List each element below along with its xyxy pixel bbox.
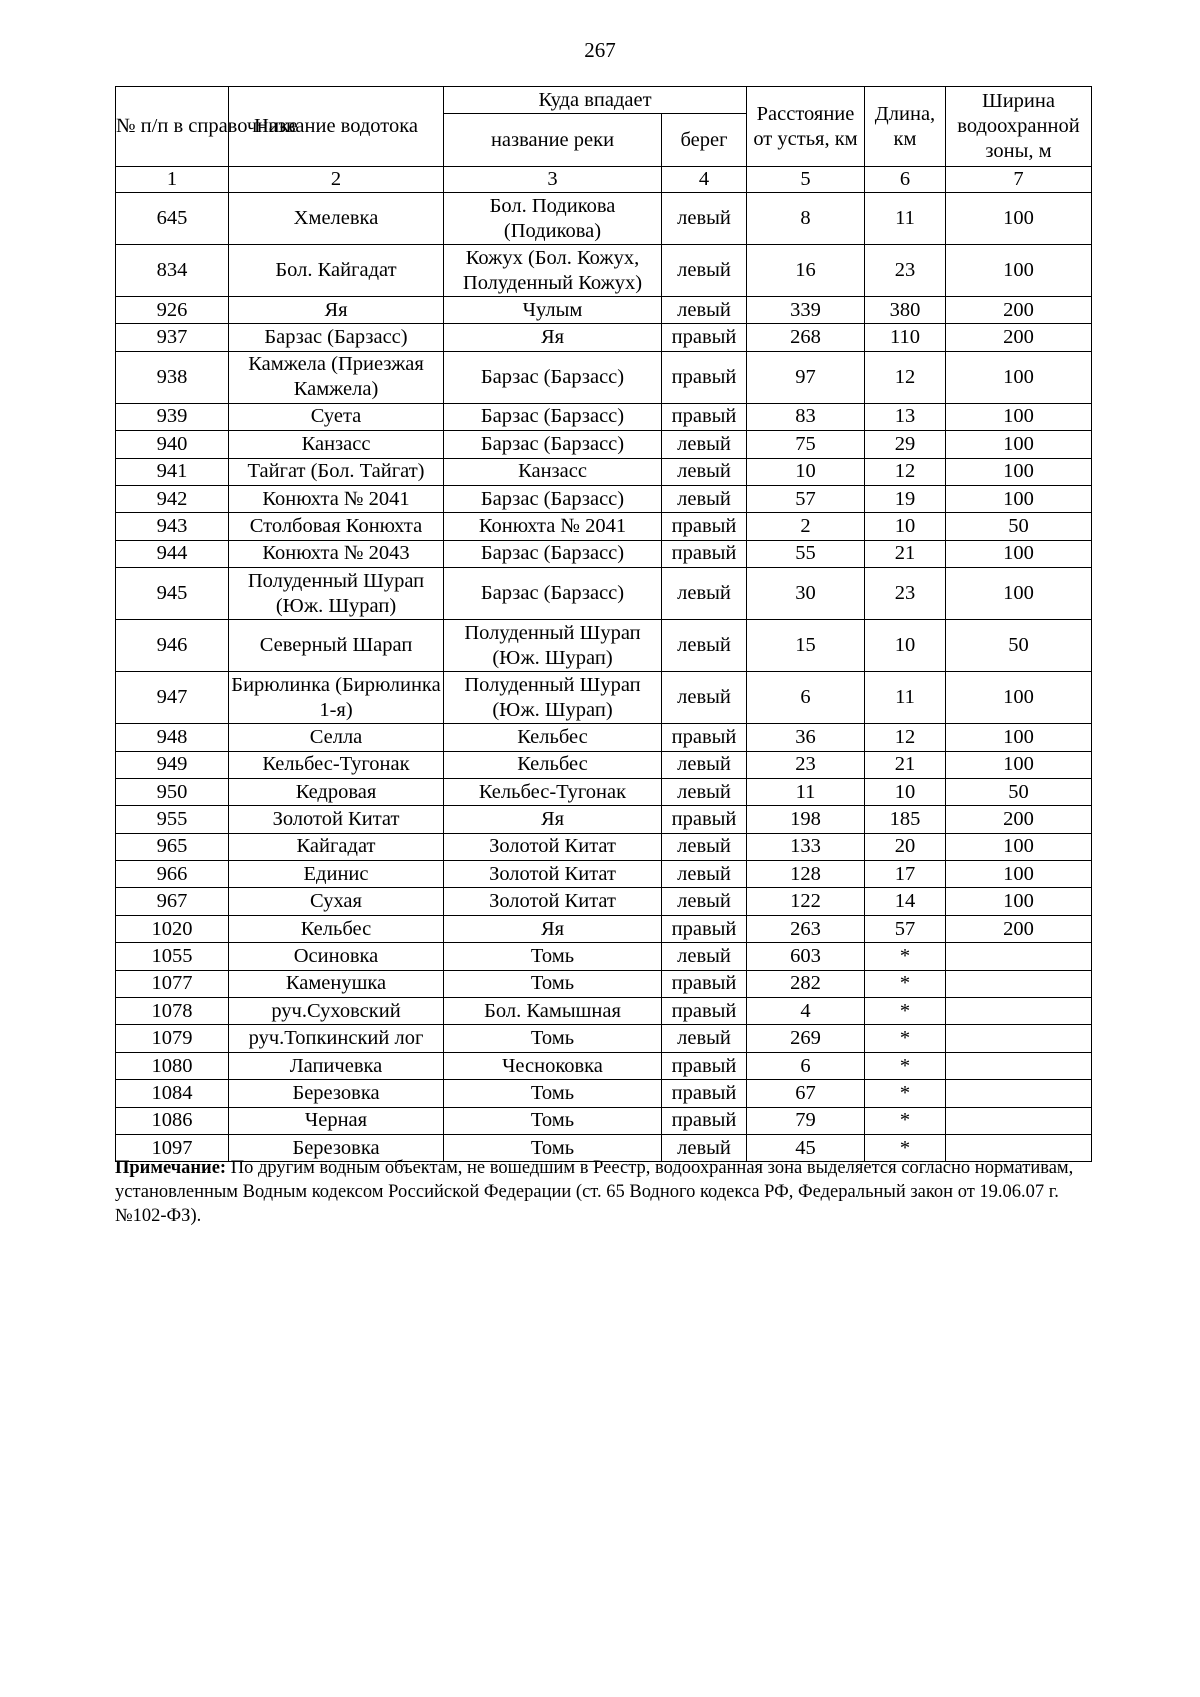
cell-distance: 67 (747, 1080, 865, 1107)
cell-num: 955 (116, 806, 229, 833)
cell-name: Черная (229, 1107, 444, 1134)
cell-name: Тайгат (Бол. Тайгат) (229, 458, 444, 485)
cell-river: Золотой Китат (444, 833, 662, 860)
column-number: 5 (747, 167, 865, 193)
cell-width: 100 (946, 540, 1092, 567)
cell-width (946, 970, 1092, 997)
footnote-label: Примечание: (115, 1158, 227, 1178)
cell-width: 200 (946, 915, 1092, 942)
cell-name: Яя (229, 297, 444, 324)
cell-length: 29 (865, 431, 946, 458)
header-flows-into: Куда впадает (444, 87, 747, 114)
cell-distance: 128 (747, 861, 865, 888)
cell-length: 57 (865, 915, 946, 942)
cell-bank: правый (662, 1080, 747, 1107)
cell-distance: 57 (747, 485, 865, 512)
cell-width: 100 (946, 672, 1092, 724)
cell-bank: левый (662, 1134, 747, 1161)
cell-name: Лапичевка (229, 1052, 444, 1079)
cell-width: 100 (946, 193, 1092, 245)
cell-bank: левый (662, 458, 747, 485)
cell-num: 965 (116, 833, 229, 860)
cell-river: Чесноковка (444, 1052, 662, 1079)
cell-num: 1079 (116, 1025, 229, 1052)
cell-num: 1078 (116, 998, 229, 1025)
table-row (116, 970, 1092, 997)
cell-river: Барзас (Барзасс) (444, 540, 662, 567)
table-row (116, 806, 1092, 833)
cell-river: Кельбес-Тугонак (444, 778, 662, 805)
cell-length: 380 (865, 297, 946, 324)
cell-bank: правый (662, 806, 747, 833)
cell-river: Томь (444, 1025, 662, 1052)
header-distance: Расстояние от устья, км (747, 87, 865, 167)
table-row (116, 672, 1092, 724)
column-number-row (116, 167, 1092, 193)
cell-num: 944 (116, 540, 229, 567)
cell-num: 645 (116, 193, 229, 245)
page-number: 267 (584, 38, 616, 62)
cell-length: * (865, 1052, 946, 1079)
table-row (116, 888, 1092, 915)
cell-bank: левый (662, 751, 747, 778)
cell-river: Томь (444, 1107, 662, 1134)
cell-bank: левый (662, 485, 747, 512)
cell-width: 100 (946, 724, 1092, 751)
cell-distance: 75 (747, 431, 865, 458)
column-number: 3 (444, 167, 662, 193)
column-number: 1 (116, 167, 229, 193)
cell-num: 939 (116, 403, 229, 430)
cell-river: Золотой Китат (444, 888, 662, 915)
cell-num: 1086 (116, 1107, 229, 1134)
cell-bank: правый (662, 998, 747, 1025)
cell-width: 200 (946, 297, 1092, 324)
cell-name: Бирюлинка (Бирюлинка 1-я) (229, 672, 444, 724)
cell-distance: 36 (747, 724, 865, 751)
cell-river: Полуденный Шурап (Юж. Шурап) (444, 620, 662, 672)
cell-length: * (865, 1025, 946, 1052)
cell-length: * (865, 1080, 946, 1107)
cell-bank: левый (662, 888, 747, 915)
cell-length: 21 (865, 751, 946, 778)
cell-num: 948 (116, 724, 229, 751)
cell-bank: левый (662, 672, 747, 724)
column-number: 6 (865, 167, 946, 193)
cell-river: Яя (444, 806, 662, 833)
cell-num: 943 (116, 513, 229, 540)
cell-name: Северный Шарап (229, 620, 444, 672)
cell-name: Каменушка (229, 970, 444, 997)
cell-distance: 55 (747, 540, 865, 567)
cell-length: 185 (865, 806, 946, 833)
cell-num: 949 (116, 751, 229, 778)
table-row (116, 724, 1092, 751)
cell-length: 23 (865, 245, 946, 297)
cell-width: 100 (946, 888, 1092, 915)
cell-distance: 83 (747, 403, 865, 430)
cell-width (946, 1052, 1092, 1079)
cell-river: Кельбес (444, 724, 662, 751)
cell-distance: 133 (747, 833, 865, 860)
cell-name: Осиновка (229, 943, 444, 970)
cell-num: 1077 (116, 970, 229, 997)
table-row (116, 1080, 1092, 1107)
cell-river: Барзас (Барзасс) (444, 351, 662, 403)
cell-length: 11 (865, 672, 946, 724)
cell-name: Камжела (Приезжая Камжела) (229, 351, 444, 403)
cell-bank: правый (662, 1052, 747, 1079)
column-number: 7 (946, 167, 1092, 193)
cell-length: 19 (865, 485, 946, 512)
cell-num: 1097 (116, 1134, 229, 1161)
cell-name: Березовка (229, 1134, 444, 1161)
cell-bank: левый (662, 193, 747, 245)
cell-bank: левый (662, 431, 747, 458)
cell-bank: левый (662, 833, 747, 860)
cell-length: 17 (865, 861, 946, 888)
cell-width: 100 (946, 458, 1092, 485)
cell-distance: 15 (747, 620, 865, 672)
cell-num: 946 (116, 620, 229, 672)
cell-bank: правый (662, 513, 747, 540)
header-num: № п/п в справочнике (116, 87, 229, 167)
cell-name: Конюхта № 2043 (229, 540, 444, 567)
cell-river: Полуденный Шурап (Юж. Шурап) (444, 672, 662, 724)
cell-name: Кайгадат (229, 833, 444, 860)
cell-bank: левый (662, 943, 747, 970)
table-row (116, 751, 1092, 778)
table-row (116, 833, 1092, 860)
cell-distance: 263 (747, 915, 865, 942)
table-row (116, 403, 1092, 430)
cell-distance: 269 (747, 1025, 865, 1052)
cell-length: * (865, 1107, 946, 1134)
cell-bank: левый (662, 1025, 747, 1052)
cell-name: Кельбес (229, 915, 444, 942)
cell-bank: левый (662, 297, 747, 324)
cell-width (946, 943, 1092, 970)
cell-distance: 11 (747, 778, 865, 805)
cell-distance: 4 (747, 998, 865, 1025)
cell-name: Конюхта № 2041 (229, 485, 444, 512)
cell-name: Хмелевка (229, 193, 444, 245)
cell-width: 100 (946, 351, 1092, 403)
table-row (116, 620, 1092, 672)
table-row (116, 915, 1092, 942)
cell-name: Березовка (229, 1080, 444, 1107)
header-bank: берег (662, 114, 747, 167)
cell-width (946, 998, 1092, 1025)
cell-width: 50 (946, 778, 1092, 805)
cell-distance: 23 (747, 751, 865, 778)
cell-width: 100 (946, 403, 1092, 430)
cell-distance: 268 (747, 324, 865, 351)
cell-length: 12 (865, 351, 946, 403)
cell-num: 1084 (116, 1080, 229, 1107)
cell-width: 100 (946, 751, 1092, 778)
cell-river: Чулым (444, 297, 662, 324)
table-row (116, 540, 1092, 567)
cell-width: 100 (946, 431, 1092, 458)
cell-length: 14 (865, 888, 946, 915)
table-row (116, 297, 1092, 324)
cell-bank: левый (662, 778, 747, 805)
cell-distance: 198 (747, 806, 865, 833)
cell-bank: правый (662, 324, 747, 351)
cell-river: Барзас (Барзасс) (444, 568, 662, 620)
cell-width (946, 1025, 1092, 1052)
cell-width: 100 (946, 568, 1092, 620)
cell-river: Конюхта № 2041 (444, 513, 662, 540)
cell-length: 13 (865, 403, 946, 430)
cell-length: * (865, 943, 946, 970)
cell-width: 200 (946, 806, 1092, 833)
cell-length: 10 (865, 778, 946, 805)
cell-num: 938 (116, 351, 229, 403)
cell-num: 940 (116, 431, 229, 458)
table-row (116, 778, 1092, 805)
cell-name: Единис (229, 861, 444, 888)
cell-distance: 45 (747, 1134, 865, 1161)
cell-num: 1055 (116, 943, 229, 970)
cell-width: 100 (946, 833, 1092, 860)
cell-num: 834 (116, 245, 229, 297)
cell-name: Столбовая Конюхта (229, 513, 444, 540)
table-row (116, 1107, 1092, 1134)
table-row (116, 458, 1092, 485)
cell-distance: 603 (747, 943, 865, 970)
cell-distance: 6 (747, 672, 865, 724)
table-row (116, 568, 1092, 620)
table-row (116, 245, 1092, 297)
table-row (116, 998, 1092, 1025)
cell-name: Барзас (Барзасс) (229, 324, 444, 351)
cell-length: 10 (865, 620, 946, 672)
cell-distance: 6 (747, 1052, 865, 1079)
footnote-text: По другим водным объектам, не вошедшим в Реестр, водоохранная зона выделяется согласно нормативам, установленным Водным кодексом Российской Федерации (ст. 65 Водного кодекса РФ, Федеральный закон от 19.06.07 г. №102-ФЗ). (115, 1158, 1074, 1226)
cell-length: 110 (865, 324, 946, 351)
cell-river: Томь (444, 943, 662, 970)
cell-name: Золотой Китат (229, 806, 444, 833)
cell-river: Барзас (Барзасс) (444, 403, 662, 430)
header-name: Название водотока (229, 87, 444, 167)
column-number: 4 (662, 167, 747, 193)
cell-bank: правый (662, 970, 747, 997)
cell-name: руч.Суховский (229, 998, 444, 1025)
cell-distance: 97 (747, 351, 865, 403)
cell-bank: правый (662, 1107, 747, 1134)
cell-bank: правый (662, 351, 747, 403)
table-row (116, 861, 1092, 888)
cell-bank: правый (662, 915, 747, 942)
cell-length: 21 (865, 540, 946, 567)
table-row (116, 351, 1092, 403)
cell-num: 926 (116, 297, 229, 324)
cell-width: 200 (946, 324, 1092, 351)
cell-name: Кельбес-Тугонак (229, 751, 444, 778)
cell-river: Бол. Подикова (Подикова) (444, 193, 662, 245)
cell-num: 937 (116, 324, 229, 351)
cell-bank: левый (662, 620, 747, 672)
cell-distance: 122 (747, 888, 865, 915)
cell-name: руч.Топкинский лог (229, 1025, 444, 1052)
cell-num: 941 (116, 458, 229, 485)
footnote (115, 1156, 1075, 1228)
cell-river: Барзас (Барзасс) (444, 431, 662, 458)
cell-river: Яя (444, 915, 662, 942)
cell-bank: правый (662, 724, 747, 751)
table-row (116, 1052, 1092, 1079)
cell-distance: 30 (747, 568, 865, 620)
cell-name: Бол. Кайгадат (229, 245, 444, 297)
table-row (116, 324, 1092, 351)
cell-river: Кельбес (444, 751, 662, 778)
cell-river: Барзас (Барзасс) (444, 485, 662, 512)
cell-name: Канзасс (229, 431, 444, 458)
cell-distance: 79 (747, 1107, 865, 1134)
cell-bank: правый (662, 540, 747, 567)
column-number: 2 (229, 167, 444, 193)
cell-length: * (865, 970, 946, 997)
cell-width (946, 1080, 1092, 1107)
cell-width: 50 (946, 513, 1092, 540)
cell-width (946, 1107, 1092, 1134)
cell-name: Суета (229, 403, 444, 430)
cell-distance: 339 (747, 297, 865, 324)
cell-river: Золотой Китат (444, 861, 662, 888)
cell-length: * (865, 1134, 946, 1161)
table-row (116, 431, 1092, 458)
cell-length: 23 (865, 568, 946, 620)
cell-bank: левый (662, 568, 747, 620)
cell-river: Томь (444, 970, 662, 997)
header-width: Ширина водоохранной зоны, м (946, 87, 1092, 167)
water-protection-table (115, 86, 1092, 1162)
cell-bank: левый (662, 245, 747, 297)
cell-num: 945 (116, 568, 229, 620)
cell-length: * (865, 998, 946, 1025)
header-length: Длина, км (865, 87, 946, 167)
table-row (116, 1025, 1092, 1052)
cell-length: 10 (865, 513, 946, 540)
cell-distance: 2 (747, 513, 865, 540)
cell-length: 12 (865, 724, 946, 751)
cell-width: 100 (946, 245, 1092, 297)
cell-width: 100 (946, 485, 1092, 512)
cell-width: 100 (946, 861, 1092, 888)
cell-river: Бол. Камышная (444, 998, 662, 1025)
cell-river: Яя (444, 324, 662, 351)
cell-distance: 10 (747, 458, 865, 485)
table-row (116, 513, 1092, 540)
header-river-name: название реки (444, 114, 662, 167)
cell-river: Канзасс (444, 458, 662, 485)
cell-river: Томь (444, 1134, 662, 1161)
cell-bank: правый (662, 403, 747, 430)
cell-length: 11 (865, 193, 946, 245)
cell-num: 950 (116, 778, 229, 805)
cell-length: 20 (865, 833, 946, 860)
cell-num: 942 (116, 485, 229, 512)
cell-name: Селла (229, 724, 444, 751)
cell-width: 50 (946, 620, 1092, 672)
cell-name: Полуденный Шурап (Юж. Шурап) (229, 568, 444, 620)
cell-distance: 282 (747, 970, 865, 997)
cell-distance: 8 (747, 193, 865, 245)
cell-river: Кожух (Бол. Кожух, Полуденный Кожух) (444, 245, 662, 297)
cell-num: 966 (116, 861, 229, 888)
cell-num: 1020 (116, 915, 229, 942)
cell-bank: левый (662, 861, 747, 888)
cell-num: 947 (116, 672, 229, 724)
cell-river: Томь (444, 1080, 662, 1107)
cell-name: Сухая (229, 888, 444, 915)
table-row (116, 193, 1092, 245)
table-row (116, 943, 1092, 970)
cell-length: 12 (865, 458, 946, 485)
table-row (116, 485, 1092, 512)
cell-distance: 16 (747, 245, 865, 297)
cell-name: Кедровая (229, 778, 444, 805)
cell-num: 967 (116, 888, 229, 915)
cell-num: 1080 (116, 1052, 229, 1079)
